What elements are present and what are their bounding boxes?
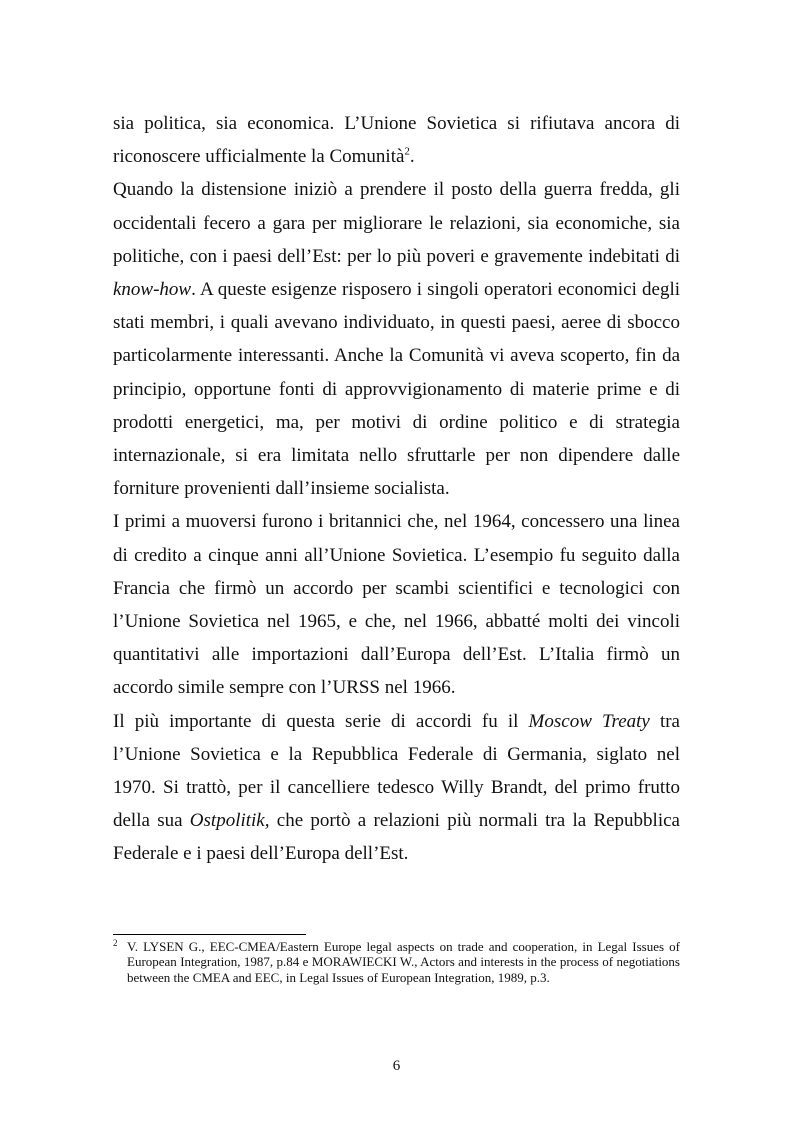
footnote-separator (113, 934, 306, 935)
paragraph-text: tra l’Unione Sovietica e la Repubblica Federale di Germania, siglato nel 1970. Si trattò, per il cancelliere tedesco Willy Brandt, del primo frutto della sua (113, 710, 680, 832)
page-number: 6 (392, 1058, 401, 1074)
paragraph (113, 107, 680, 173)
paragraph-text: che portò a relazioni più normali tra la Repubblica Federale e i paesi dell’Europa dell’Est. (113, 810, 680, 865)
footnote-mark: 2 (113, 938, 118, 948)
footnote-reference[interactable]: 2 (404, 145, 410, 158)
paragraph-text: . A queste esigenze risposero i singoli operatori economici degli stati membri, i quali avevano individuato, in questi paesi, aeree di sbocco particolarmente interessanti. Anche la Comunità vi aveva scoperto, fin da principio, opportune fonti di approvvigionamento di materie prime e di prodotti energetici, ma, per motivi di ordine politico e di strategia internazionale, si era limitata nello sfruttarle per non dipendere dalle forniture provenienti dall’insieme socialista. (113, 279, 680, 500)
footnote-text: V. LYSEN G., EEC-CMEA/Eastern Europe legal aspects on trade and cooperation, in Legal Issues of European Integration, 1987, p.84 e MORAWIECKI W., Actors and interests in the process of negotiations between the CMEA and EEC, in Legal Issues of European Integration, 1989, p.3. (127, 939, 680, 985)
italic-term: know-how (113, 279, 192, 301)
paragraph-text: sia politica, sia economica. L’Unione Sovietica si rifiutava ancora di riconoscere ufficialmente la Comunità (113, 113, 680, 168)
paragraph (113, 705, 680, 871)
paragraph-text: Il più importante di questa serie di accordi fu il (113, 710, 529, 732)
paragraph-end: . (409, 146, 415, 168)
paragraph (113, 173, 680, 505)
paragraph (113, 505, 680, 704)
paragraph-text: Quando la distensione iniziò a prendere il posto della guerra fredda, gli occidentali fecero a gara per migliorare le relazioni, sia economiche, sia politiche, con i paesi dell’Est: per lo più poveri e gravemente indebitati di (113, 179, 680, 267)
italic-term: Moscow Treaty (528, 710, 650, 732)
italic-term: Ostpolitik, (189, 810, 270, 832)
body-text (113, 107, 680, 871)
footnote (113, 939, 680, 985)
paragraph-text: I primi a muoversi furono i britannici che, nel 1964, concessero una linea di credito a cinque anni all’Unione Sovietica. L’esempio fu seguito dalla Francia che firmò un accordo per scambi scientifici e tecnologici con l’Unione Sovietica nel 1965, e che, nel 1966, abbatté molti dei vincoli quantitativi alle importazioni dall’Europa dell’Est. L’Italia firmò un accordo simile sempre con l’URSS nel 1966. (113, 511, 680, 699)
